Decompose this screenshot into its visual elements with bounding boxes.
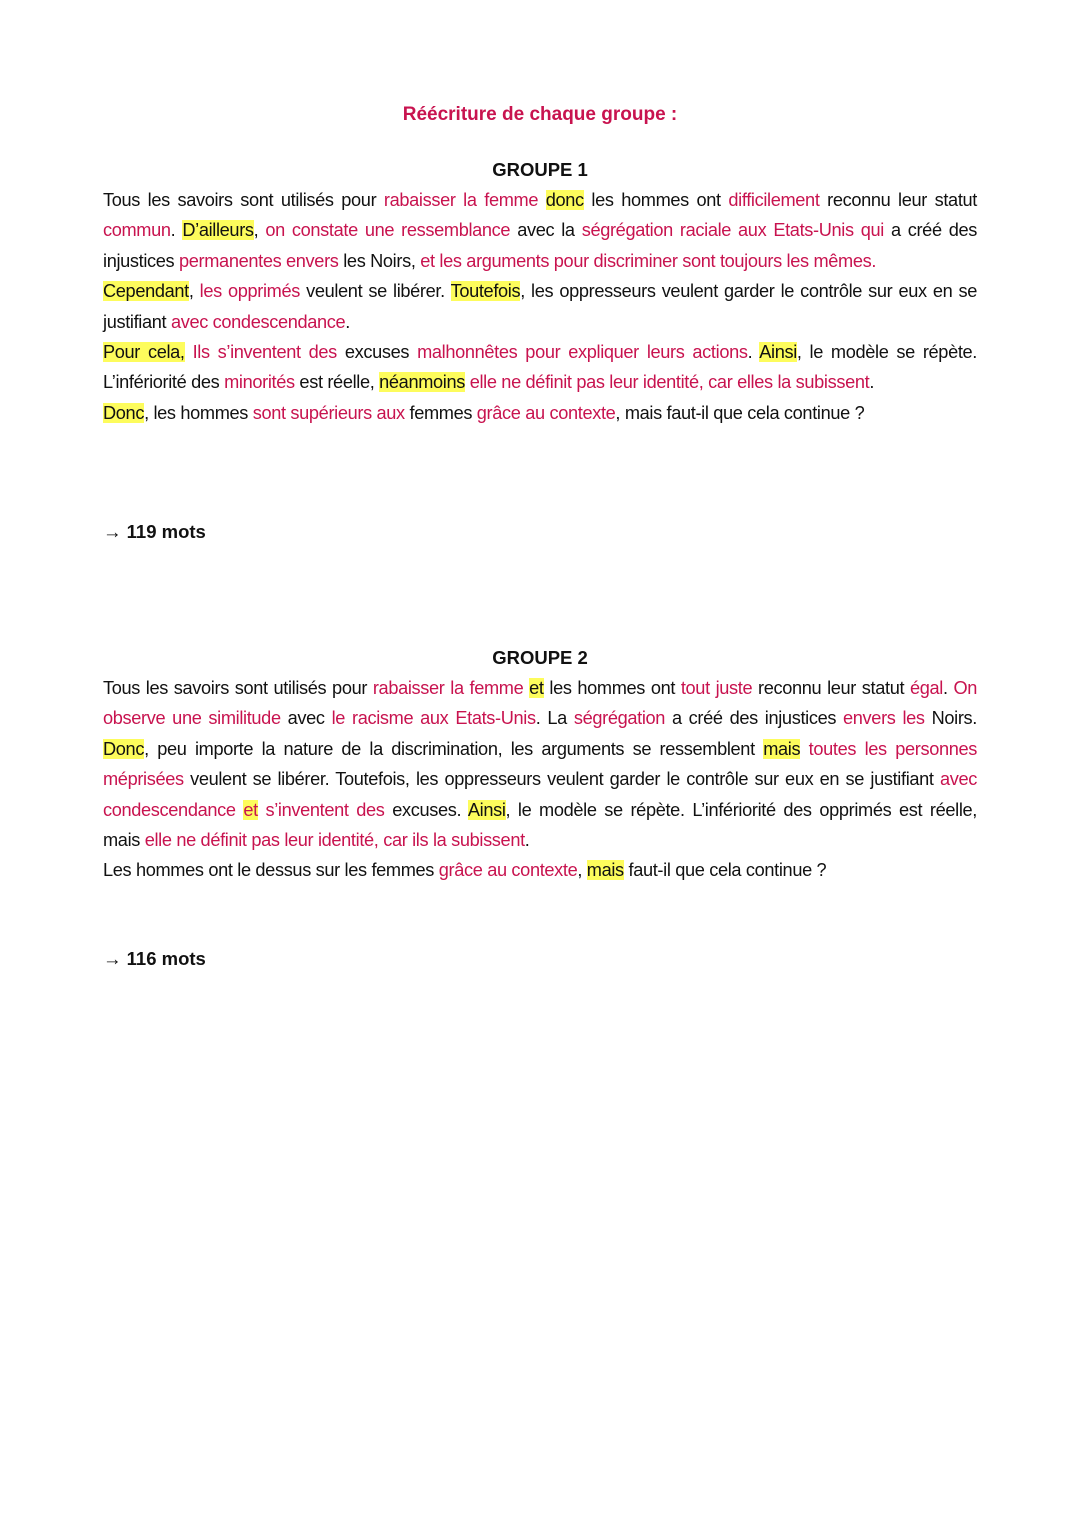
text-run: . La	[535, 708, 574, 729]
text-run: , les oppresseurs veulent garder le contrôle sur eux en se justifiant	[103, 281, 978, 332]
text-run	[185, 342, 193, 362]
text-run: reconnu leur statut	[819, 190, 977, 210]
text-run: femmes	[404, 402, 477, 423]
emphasized-text: ségrégation	[573, 708, 666, 729]
text-run: Noirs.	[924, 708, 977, 729]
highlighted-connector: Ainsi	[759, 342, 797, 363]
text-run: , les hommes	[144, 402, 253, 423]
emphasized-text: ségrégation raciale aux Etats-Unis qui	[581, 220, 884, 241]
emphasized-text: égal	[909, 678, 943, 698]
emphasized-text: grâce au contexte	[476, 402, 616, 423]
emphasized-text: On observe une similitude	[103, 678, 978, 729]
text-run: avec	[280, 708, 332, 729]
paragraph	[103, 276, 977, 337]
group-1-text	[103, 185, 977, 428]
emphasized-text: avec condescendance	[170, 311, 346, 332]
emphasized-text: envers les	[843, 708, 925, 729]
group-2-text	[103, 673, 977, 886]
text-run: .	[345, 311, 350, 332]
group-1-section	[103, 155, 977, 428]
emphasized-text: les opprimés	[199, 281, 300, 302]
paragraph	[103, 185, 977, 276]
text-run: a créé des injustices	[103, 220, 977, 271]
highlighted-connector: Pour cela,	[103, 342, 185, 363]
highlighted-connector: et	[529, 678, 544, 698]
highlighted-connector: mais	[763, 738, 801, 759]
highlighted-connector: donc	[545, 190, 584, 210]
text-run: .	[170, 220, 183, 241]
text-run: les hommes ont	[543, 678, 681, 698]
text-run: les Noirs,	[338, 250, 421, 271]
group-2-heading: GROUPE 2	[492, 647, 588, 668]
text-run: ,	[253, 220, 266, 241]
text-run: les hommes ont	[583, 190, 729, 210]
text-run: ,	[577, 860, 587, 881]
emphasized-text: sont supérieurs aux	[252, 402, 405, 423]
paragraph	[103, 855, 977, 885]
emphasized-text: on constate une ressemblance	[265, 220, 511, 241]
emphasized-text: s’inventent des	[265, 799, 385, 820]
text-run: avec la	[510, 220, 582, 241]
emphasized-text: malhonnêtes pour expliquer leurs actions	[417, 342, 748, 363]
highlighted-connector: néanmoins	[379, 372, 465, 393]
text-run: , le modèle se répète. L’infériorité des opprimés est réelle, mais	[103, 799, 978, 851]
highlighted-connector: D’ailleurs	[182, 220, 254, 241]
emphasized-text: toutes les personnes méprisées	[103, 738, 977, 790]
emphasized-text: elle ne définit pas leur identité, car elles la subissent	[469, 372, 870, 393]
text-run: reconnu leur statut	[752, 678, 910, 698]
group-2-word-count: → 116 mots	[103, 948, 206, 969]
text-run: .	[747, 342, 760, 363]
text-run: veulent se libérer.	[299, 281, 451, 302]
text-run: Les hommes ont le dessus sur les femmes	[103, 860, 439, 881]
text-run: , peu importe la nature de la discrimination, les arguments se ressemblent	[144, 738, 764, 759]
highlighted-connector: Ainsi	[467, 799, 506, 820]
paragraph	[103, 673, 977, 855]
text-run: faut-il que cela continue ?	[623, 860, 827, 881]
paragraph	[103, 337, 977, 398]
text-run: .	[869, 372, 875, 393]
paragraph	[103, 398, 977, 428]
emphasized-text: permanentes envers	[179, 250, 339, 271]
text-run: a créé des injustices	[665, 708, 844, 729]
group-1-word-count: → 119 mots	[103, 521, 206, 542]
text-run: .	[524, 830, 530, 851]
emphasized-text: tout juste	[680, 678, 753, 698]
emphasized-text: Ils s’inventent des	[192, 342, 337, 363]
text-run: veulent se libérer. Toutefois, les oppresseurs veulent garder le contrôle sur eux en se justifiant	[183, 769, 940, 790]
emphasized-text: difficilement	[728, 190, 820, 210]
emphasized-text: rabaisser la femme	[372, 678, 524, 698]
text-run	[800, 739, 808, 759]
text-run: ,	[188, 281, 200, 302]
text-run	[538, 190, 546, 210]
highlighted-connector: et	[243, 799, 258, 820]
group-1-heading: GROUPE 1	[492, 159, 588, 180]
emphasized-text: le racisme aux Etats-Unis	[331, 708, 536, 729]
text-run: est réelle,	[294, 372, 380, 393]
text-run: excuses.	[384, 799, 468, 820]
text-run: , mais faut-il que cela continue ?	[615, 402, 865, 423]
text-run: Tous les savoirs sont utilisés pour	[103, 678, 373, 698]
emphasized-text: et les arguments pour discriminer sont toujours les mêmes.	[420, 250, 877, 271]
highlighted-connector: Donc	[103, 738, 145, 759]
text-run: , le modèle se répète. L’infériorité des	[103, 342, 978, 393]
emphasized-text: minorités	[224, 372, 295, 393]
text-run: Tous les savoirs sont utilisés pour	[103, 190, 384, 210]
emphasized-text: grâce au contexte	[438, 860, 578, 881]
text-run: excuses	[336, 342, 418, 363]
document-title: Réécriture de chaque groupe :	[402, 104, 678, 125]
highlighted-connector: Cependant	[103, 281, 189, 302]
highlighted-connector: Donc	[103, 402, 145, 423]
emphasized-text: avec condescendance	[103, 769, 977, 820]
emphasized-text: elle ne définit pas leur identité, car ils la subissent	[144, 830, 525, 851]
emphasized-text: rabaisser la femme	[383, 190, 539, 210]
text-run: .	[942, 678, 954, 698]
highlighted-connector: Toutefois	[450, 281, 521, 302]
group-2-section	[103, 643, 977, 886]
emphasized-text: commun	[103, 220, 171, 241]
highlighted-connector: mais	[586, 860, 624, 881]
